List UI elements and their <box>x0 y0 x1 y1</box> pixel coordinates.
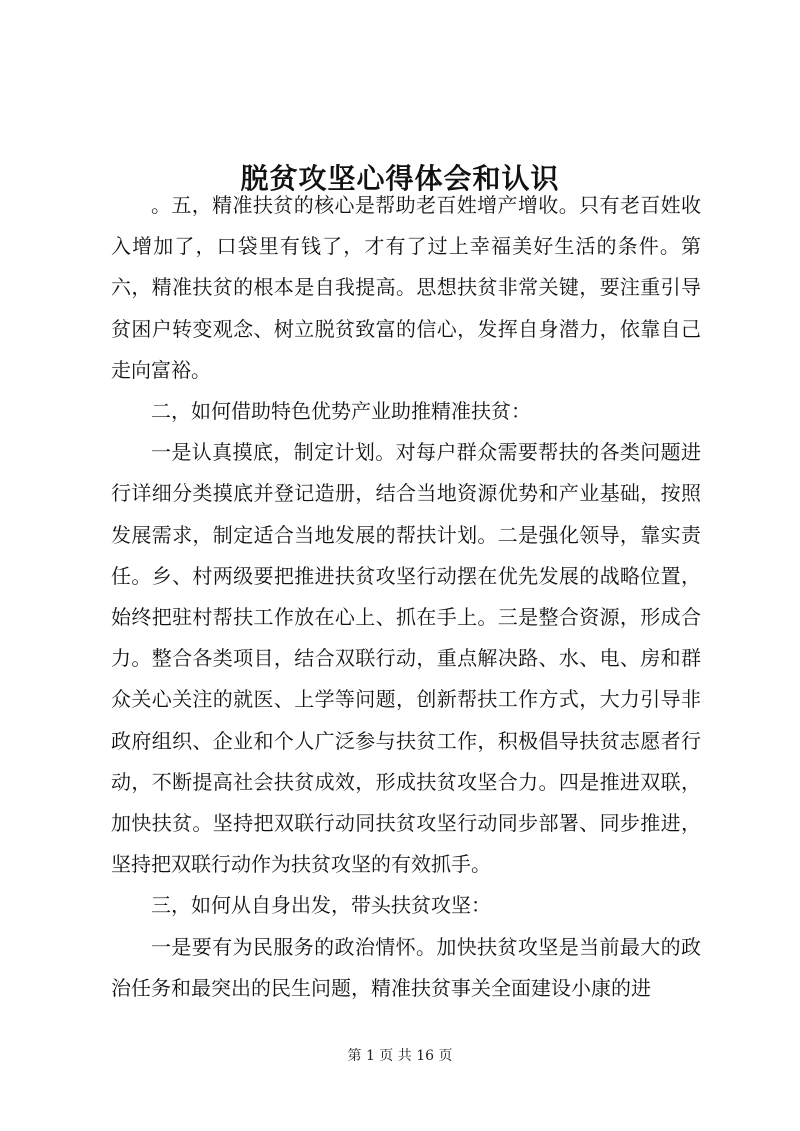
paragraph-2: 一是认真摸底，制定计划。对每户群众需要帮扶的各类问题进行详细分类摸底并登记造册，结合当地资源优势和产业基础，按照发展需求，制定适合当地发展的帮扶计划。二是强化领导，靠实责任。乡、村两级要把推进扶贫攻坚行动摆在优先发展的战略位置，始终把驻村帮扶工作放在心上、抓在手上。三是整合资源，形成合力。整合各类项目，结合双联行动，重点解决路、水、电、房和群众关心关注的就医、上学等问题，创新帮扶工作方式，大力引导非政府组织、企业和个人广泛参与扶贫工作，积极倡导扶贫志愿者行动，不断提高社会扶贫成效，形成扶贫攻坚合力。四是推进双联，加快扶贫。坚持把双联行动同扶贫攻坚行动同步部署、同步推进，坚持把双联行动作为扶贫攻坚的有效抓手。 <box>111 440 701 877</box>
paragraph-1: 。五，精准扶贫的核心是帮助老百姓增产增收。只有老百姓收入增加了，口袋里有钱了，才有了过上幸福美好生活的条件。第六，精准扶贫的根本是自我提高。思想扶贫非常关键，要注重引导贫困户转变观念、树立脱贫致富的信心，发挥自身潜力，依靠自己走向富裕。 <box>111 193 701 382</box>
section-heading-3: 三，如何从自身出发，带头扶贫攻坚： <box>151 893 491 918</box>
document-title: 脱贫攻坚心得体会和认识 <box>240 161 560 195</box>
document-body <box>111 185 701 1009</box>
paragraph-3: 一是要有为民服务的政治情怀。加快扶贫攻坚是当前最大的政治任务和最突出的民生问题，精准扶贫事关全面建设小康的进 <box>111 934 701 1000</box>
page-number-footer: 第 1 页 共 16 页 <box>347 1048 453 1064</box>
section-heading-2: 二，如何借助特色优势产业助推精准扶贫： <box>151 399 531 424</box>
